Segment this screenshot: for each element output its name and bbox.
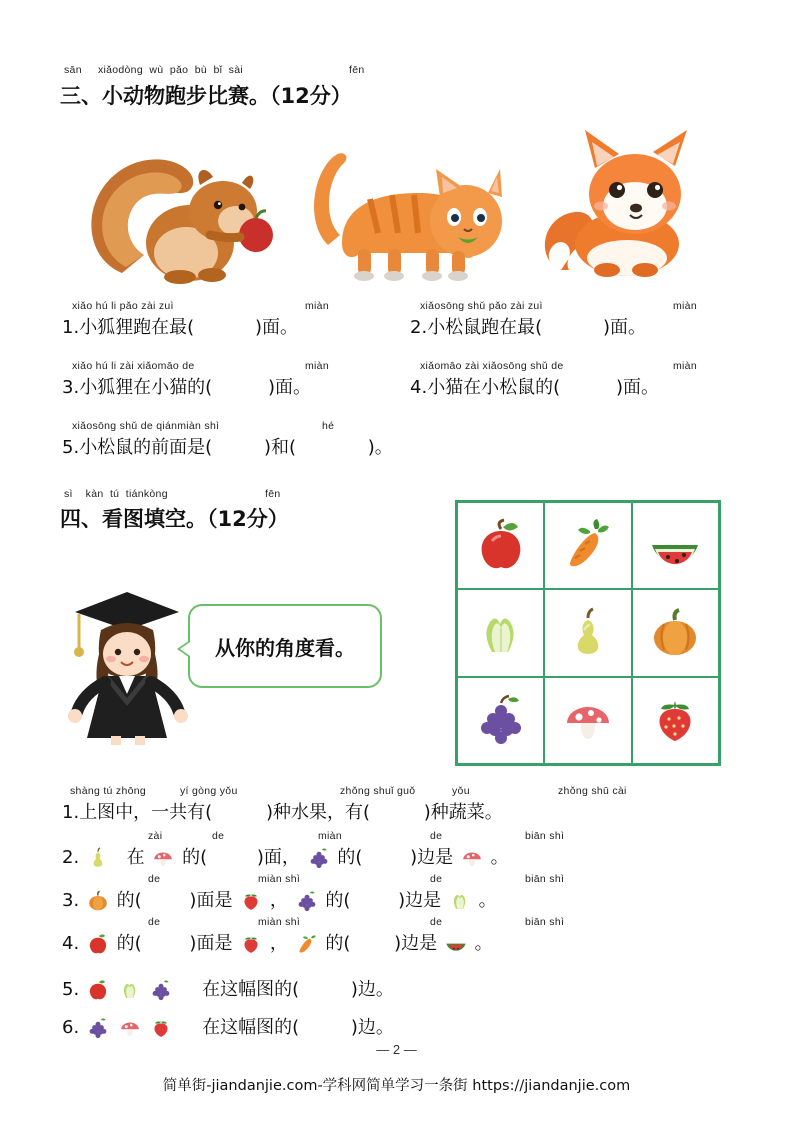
q4-3-pinyin-c: de [430,873,443,885]
q3-2-pinyin: xiǎosōng shǔ pǎo zài zuì [420,300,543,312]
mushroom-icon [117,1015,143,1041]
picture-grid [455,500,721,766]
carrot-icon [294,931,320,957]
cabbage-icon [447,888,473,914]
q4-2-pinyin-e: biān shì [525,830,565,842]
q3-2-text: 2.小松鼠跑在最( )面。 [410,317,646,338]
grid-cell-cabbage [457,589,544,676]
grapes-icon [294,888,320,914]
q4-2-pinyin-c: miàn [318,830,342,842]
section4-pinyin: sì kàn tú tiánkòng [64,488,168,500]
mushroom-icon [150,845,176,871]
speech-bubble [188,604,382,688]
section3-title: 三、小动物跑步比赛。（12分） [60,84,352,108]
grid-cell-apple [457,502,544,589]
grapes-icon [85,1015,111,1041]
q4-1-pinyin-b: yí gòng yǒu [180,785,238,797]
orange-cat-image [300,125,515,285]
fox-image [535,120,715,285]
q4-4-pinyin-d: biān shì [525,916,565,928]
q4-3-pinyin-a: de [148,873,161,885]
grapes-icon [306,845,332,871]
q4-3-pinyin-b: miàn shì [258,873,301,885]
q4-1-text: 1.上图中，一共有( )种水果，有( )种蔬菜。 [62,802,503,823]
cabbage-icon [117,977,143,1003]
q4-4-text: 4. 的( )面是 ， 的( )边是 。 [62,929,493,957]
apple-icon [85,931,111,957]
q4-1-pinyin-a: shàng tú zhōng [70,785,147,797]
q4-1-pinyin-e: zhǒng shū cài [558,785,627,797]
grid-cell-strawberry [632,677,719,764]
q4-4-pinyin-a: de [148,916,161,928]
q3-2-pinyin-tail: miàn [673,300,697,312]
pear-icon [85,845,111,871]
q4-4-pinyin-c: de [430,916,443,928]
bubble-text: 从你的角度看。 [215,635,355,660]
q4-2-pinyin-a: zài [148,830,163,842]
strawberry-icon [238,931,264,957]
grapes-icon [148,977,174,1003]
grid-cell-mushroom [544,677,631,764]
q4-2-text: 2. 在 的( )面， 的( )边是 。 [62,843,509,871]
q3-4-pinyin-tail: miàn [673,360,697,372]
q3-3-text: 3.小狐狸在小猫的( )面。 [62,377,311,398]
q4-1-pinyin-c: zhǒng shuǐ guǒ [340,785,416,797]
watermelon-icon [443,931,469,957]
page-number: — 2 — [376,1042,417,1057]
grid-cell-watermelon [632,502,719,589]
section3-pinyin: sān xiǎodòng wù pǎo bù bǐ sài [64,64,243,76]
section4-title: 四、看图填空。（12分） [60,507,289,531]
grid-cell-pumpkin [632,589,719,676]
q3-5-text: 5.小松鼠的前面是( )和( )。 [62,437,393,458]
strawberry-icon [238,888,264,914]
q4-2-pinyin-b: de [212,830,225,842]
q3-5-pinyin-tail: hé [322,420,335,432]
q4-2-pinyin-d: de [430,830,443,842]
q3-5-pinyin: xiǎosōng shǔ de qiánmiàn shì [72,420,220,432]
q4-5-text: 5. 在这幅图的( )边。 [62,975,394,1003]
grid-cell-carrot [544,502,631,589]
q3-1-text: 1.小狐狸跑在最( )面。 [62,317,298,338]
q4-4-pinyin-b: miàn shì [258,916,301,928]
apple-icon [85,977,111,1003]
section4-score-pinyin: fēn [265,488,281,500]
q3-1-pinyin: xiǎo hú li pǎo zài zuì [72,300,174,312]
q3-3-pinyin: xiǎo hú li zài xiǎomāo de [72,360,195,372]
q3-1-pinyin-tail: miàn [305,300,329,312]
strawberry-icon [148,1015,174,1041]
grid-cell-grapes [457,677,544,764]
q3-4-pinyin: xiǎomāo zài xiǎosōng shǔ de [420,360,564,372]
q4-1-pinyin-d: yǒu [452,785,470,797]
footer-watermark: 简单街-jiandanjie.com-学科网简单学习一条街 https://jiandanjie.com [162,1078,631,1094]
grid-cell-pear [544,589,631,676]
q4-6-text: 6. 在这幅图的( )边。 [62,1013,394,1041]
q4-3-text: 3. 的( )面是 ， 的( )边是 。 [62,886,497,914]
pumpkin-icon [85,888,111,914]
squirrel-with-apple-image [60,125,275,285]
section3-score-pinyin: fēn [349,64,365,76]
q4-3-pinyin-d: biān shì [525,873,565,885]
q3-3-pinyin-tail: miàn [305,360,329,372]
mushroom-icon [459,845,485,871]
q3-4-text: 4.小猫在小松鼠的( )面。 [410,377,659,398]
